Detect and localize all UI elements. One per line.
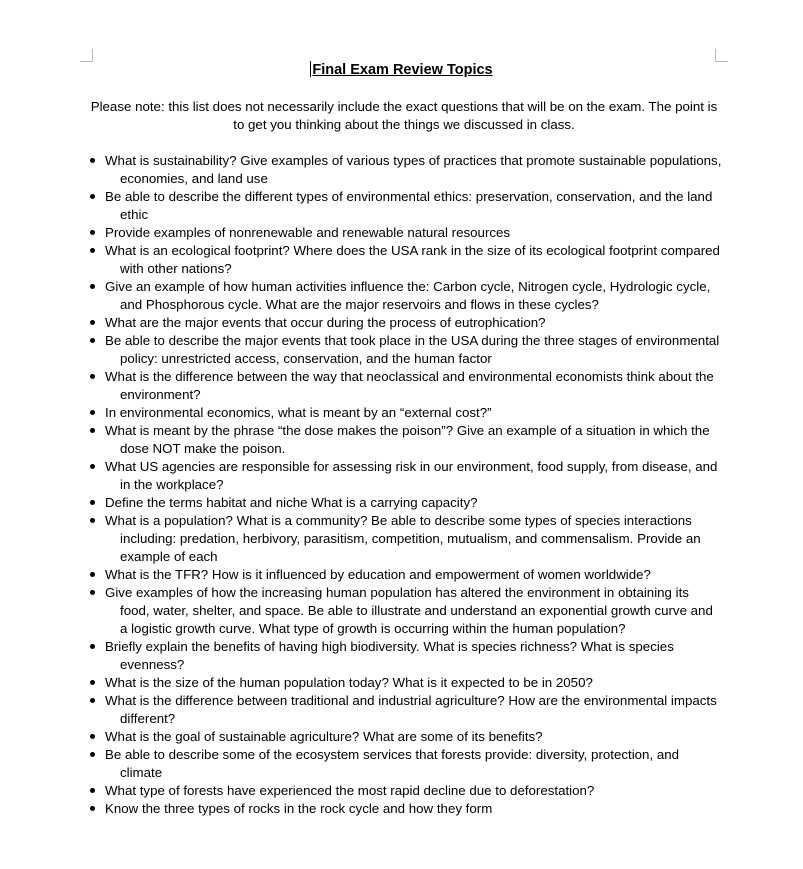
list-item-text[interactable]: What is the goal of sustainable agriculture? What are some of its benefits? [105, 729, 543, 744]
bullet-icon [90, 788, 95, 793]
list-item-text[interactable]: Know the three types of rocks in the rock cycle and how they form [105, 801, 493, 816]
document-title-text[interactable]: Final Exam Review Topics [312, 62, 493, 78]
list-item[interactable] [90, 242, 722, 278]
bullet-icon [90, 194, 95, 199]
list-item[interactable] [90, 494, 722, 512]
bullet-icon [90, 410, 95, 415]
list-item-text[interactable]: What is a population? What is a community? Be able to describe some types of species interactions including: predation, herbivory, parasitism, competition, mutualism, and commensalism. Provide an example of each [105, 513, 701, 564]
list-item[interactable] [90, 368, 722, 404]
topic-list [90, 152, 722, 818]
list-item[interactable] [90, 278, 722, 314]
bullet-icon [90, 338, 95, 343]
list-item[interactable] [90, 638, 722, 674]
list-item-text[interactable]: What type of forests have experienced the most rapid decline due to deforestation? [105, 783, 595, 798]
bullet-icon [90, 428, 95, 433]
list-item[interactable] [90, 314, 722, 332]
list-item[interactable] [90, 566, 722, 584]
document-title[interactable] [0, 61, 803, 79]
list-item-text[interactable]: What is meant by the phrase “the dose makes the poison”? Give an example of a situation in which the dose NOT make the poison. [105, 423, 710, 456]
list-item-text[interactable]: What is the difference between the way that neoclassical and environmental economists think about the environment? [105, 369, 714, 402]
intro-note[interactable]: Please note: this list does not necessarily include the exact questions that will be on the exam. The point is to get you thinking about the things we discussed in class. [90, 99, 718, 132]
list-item-text[interactable]: Be able to describe some of the ecosystem services that forests provide: diversity, protection, and climate [105, 747, 680, 780]
list-item[interactable] [90, 674, 722, 692]
bullet-icon [90, 230, 95, 235]
list-item[interactable] [90, 746, 722, 782]
bullet-icon [90, 158, 95, 163]
bullet-icon [90, 320, 95, 325]
list-item-text[interactable]: What is sustainability? Give examples of various types of practices that promote sustainable populations, economies, and land use [105, 153, 722, 186]
bullet-icon [90, 680, 95, 685]
list-item-text[interactable]: In environmental economics, what is meant by an “external cost?” [105, 405, 492, 420]
bullet-icon [90, 644, 95, 649]
bullet-icon [90, 752, 95, 757]
bullet-icon [90, 284, 95, 289]
list-item-text[interactable]: What is the difference between traditional and industrial agriculture? How are the environmental impacts different? [105, 693, 717, 726]
list-item-text[interactable]: What is the size of the human population today? What is it expected to be in 2050? [105, 675, 593, 690]
bullet-icon [90, 518, 95, 523]
list-item[interactable] [90, 782, 722, 800]
list-item-text[interactable]: Be able to describe the different types of environmental ethics: preservation, conservation, and the land ethic [105, 189, 713, 222]
list-item-text[interactable]: Briefly explain the benefits of having high biodiversity. What is species richness? What is species evenness? [105, 639, 674, 672]
list-item[interactable] [90, 458, 722, 494]
bullet-icon [90, 806, 95, 811]
list-item[interactable] [90, 800, 722, 818]
list-item[interactable] [90, 332, 722, 368]
list-item-text[interactable]: What are the major events that occur during the process of eutrophication? [105, 315, 546, 330]
list-item-text[interactable]: What is the TFR? How is it influenced by education and empowerment of women worldwide? [105, 567, 651, 582]
list-item-text[interactable]: Give examples of how the increasing human population has altered the environment in obtaining its food, water, shelter, and space. Be able to illustrate and understand an exponential growth curve and a logistic growth curve. What type of growth is occurring within the human population? [105, 585, 713, 636]
list-item-text[interactable]: Define the terms habitat and niche What is a carrying capacity? [105, 495, 478, 510]
list-item[interactable] [90, 584, 722, 638]
list-item-text[interactable]: Provide examples of nonrenewable and renewable natural resources [105, 225, 511, 240]
bullet-icon [90, 374, 95, 379]
list-item[interactable] [90, 512, 722, 566]
bullet-icon [90, 590, 95, 595]
bullet-icon [90, 248, 95, 253]
list-item-text[interactable]: What US agencies are responsible for assessing risk in our environment, food supply, from disease, and in the workplace? [105, 459, 718, 492]
list-item[interactable] [90, 188, 722, 224]
list-item[interactable] [90, 224, 722, 242]
list-item[interactable] [90, 728, 722, 746]
list-item-text[interactable]: What is an ecological footprint? Where does the USA rank in the size of its ecological footprint compared with other nations? [105, 243, 720, 276]
bullet-icon [90, 698, 95, 703]
list-item[interactable] [90, 152, 722, 188]
bullet-icon [90, 572, 95, 577]
list-item[interactable] [90, 404, 722, 422]
list-item[interactable] [90, 692, 722, 728]
list-item-text[interactable]: Be able to describe the major events that took place in the USA during the three stages of environmental policy: unrestricted access, conservation, and the human factor [105, 333, 720, 366]
bullet-icon [90, 500, 95, 505]
list-item[interactable] [90, 422, 722, 458]
bullet-icon [90, 734, 95, 739]
bullet-icon [90, 464, 95, 469]
list-item-text[interactable]: Give an example of how human activities influence the: Carbon cycle, Nitrogen cycle, Hydrologic cycle, and Phosphorous cycle. What are the major reservoirs and flows in these cycles? [105, 279, 711, 312]
